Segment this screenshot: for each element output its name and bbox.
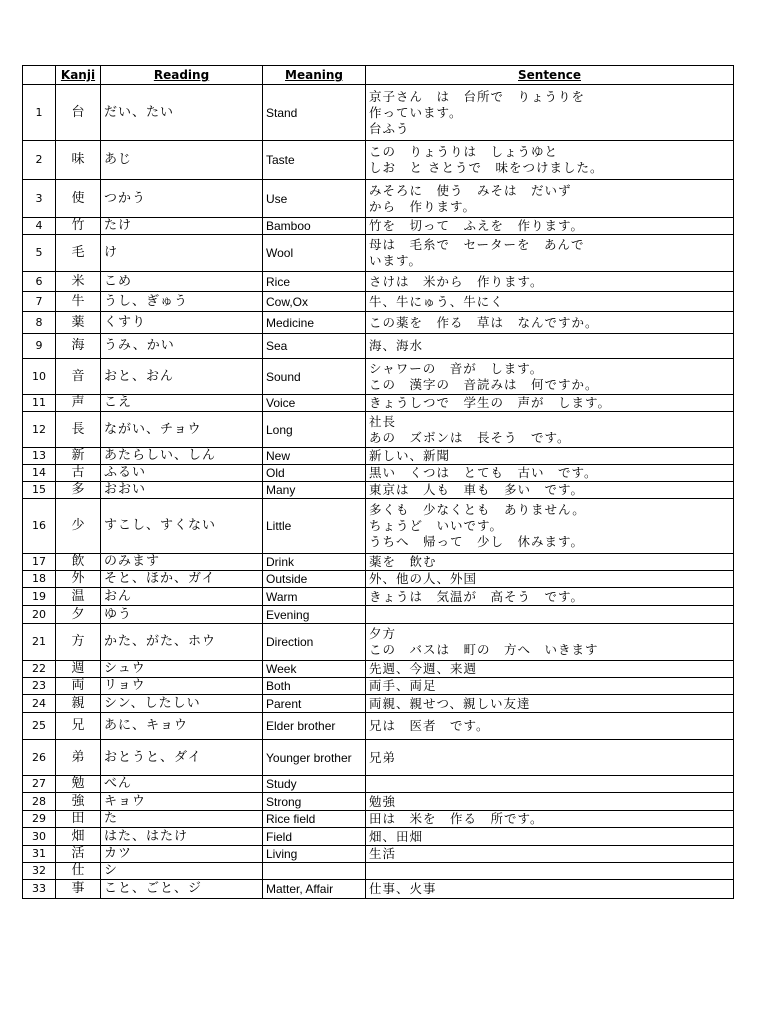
sentence-line: 母は 毛糸で セーターを あんで: [369, 237, 585, 252]
meaning-cell: Direction: [263, 624, 366, 661]
meaning-cell: Field: [263, 828, 366, 846]
row-number: 10: [23, 359, 56, 395]
sentence-cell: [366, 695, 734, 713]
sentence-cell: [366, 554, 734, 571]
row-number: 14: [23, 465, 56, 482]
sentence-cell: [366, 863, 734, 880]
sentence-cell: [366, 624, 734, 661]
reading-cell: はた、はたけ: [101, 828, 263, 846]
sentence-cell: [366, 846, 734, 863]
row-number: 30: [23, 828, 56, 846]
reading-cell: け: [101, 235, 263, 272]
table-row: [23, 359, 734, 395]
row-number: 11: [23, 395, 56, 412]
kanji-cell: 親: [56, 695, 101, 713]
sentence-line: 夕方: [369, 626, 397, 641]
kanji-cell: 週: [56, 661, 101, 678]
row-number: 27: [23, 776, 56, 793]
reading-cell: おおい: [101, 482, 263, 499]
reading-cell: あじ: [101, 141, 263, 180]
reading-cell: つかう: [101, 180, 263, 218]
kanji-cell: 畑: [56, 828, 101, 846]
kanji-cell: 米: [56, 272, 101, 292]
meaning-cell: Outside: [263, 571, 366, 588]
sentence-cell: [366, 235, 734, 272]
meaning-cell: Younger brother: [263, 740, 366, 776]
table-row: [23, 880, 734, 899]
table-row: [23, 292, 734, 312]
kanji-cell: 少: [56, 499, 101, 554]
sentence-line: この薬を 作る 草は なんですか。: [369, 314, 599, 330]
sentence-cell: [366, 571, 734, 588]
table-row: [23, 828, 734, 846]
kanji-cell: 多: [56, 482, 101, 499]
kanji-cell: 音: [56, 359, 101, 395]
sentence-line: 台ふう: [369, 120, 410, 136]
sentence-line: 東京は 人も 車も 多い です。: [369, 482, 585, 497]
kanji-cell: 兄: [56, 713, 101, 740]
meaning-cell: Elder brother: [263, 713, 366, 740]
table-row: [23, 678, 734, 695]
kanji-cell: 味: [56, 141, 101, 180]
sentence-cell: [366, 880, 734, 899]
reading-cell: ゆう: [101, 606, 263, 624]
reading-cell: こめ: [101, 272, 263, 292]
sentence-line: 多くも 少なくとも ありません。: [369, 502, 586, 517]
row-number: 23: [23, 678, 56, 695]
sentence-cell: [366, 448, 734, 465]
row-number: 6: [23, 272, 56, 292]
table-row: [23, 571, 734, 588]
kanji-table: [22, 65, 734, 899]
sentence-line: 生活: [369, 846, 397, 861]
meaning-cell: [263, 863, 366, 880]
reading-cell: シン、したしい: [101, 695, 263, 713]
row-number: 3: [23, 180, 56, 218]
sentence-cell: [366, 811, 734, 828]
meaning-cell: Taste: [263, 141, 366, 180]
table-row: [23, 412, 734, 448]
table-row: [23, 863, 734, 880]
reading-cell: たけ: [101, 218, 263, 235]
header-num: [23, 66, 56, 85]
row-number: 28: [23, 793, 56, 811]
reading-cell: シュウ: [101, 661, 263, 678]
sentence-cell: [366, 180, 734, 218]
row-number: 12: [23, 412, 56, 448]
table-body: [23, 85, 734, 899]
kanji-cell: 声: [56, 395, 101, 412]
reading-cell: あたらしい、しん: [101, 448, 263, 465]
table-row: [23, 793, 734, 811]
header-meaning: Meaning: [263, 66, 366, 85]
table-row: [23, 554, 734, 571]
meaning-cell: Rice field: [263, 811, 366, 828]
meaning-cell: Both: [263, 678, 366, 695]
sentence-line: 薬を 飲む: [369, 554, 437, 569]
reading-cell: シ: [101, 863, 263, 880]
table-row: [23, 235, 734, 272]
kanji-cell: 毛: [56, 235, 101, 272]
table-row: [23, 395, 734, 412]
reading-cell: おん: [101, 588, 263, 606]
meaning-cell: Voice: [263, 395, 366, 412]
kanji-cell: 竹: [56, 218, 101, 235]
reading-cell: こえ: [101, 395, 263, 412]
meaning-cell: Wool: [263, 235, 366, 272]
kanji-cell: 外: [56, 571, 101, 588]
sentence-cell: [366, 482, 734, 499]
sentence-cell: [366, 776, 734, 793]
table-row: [23, 846, 734, 863]
row-number: 13: [23, 448, 56, 465]
kanji-cell: 飲: [56, 554, 101, 571]
sentence-line: 新しい、新聞: [369, 448, 451, 463]
sentence-cell: [366, 661, 734, 678]
table-row: [23, 499, 734, 554]
meaning-cell: Living: [263, 846, 366, 863]
sentence-line: 京子さん は 台所で りょうりを: [369, 88, 586, 104]
kanji-cell: 田: [56, 811, 101, 828]
sentence-cell: [366, 713, 734, 740]
reading-cell: うみ、かい: [101, 334, 263, 359]
sentence-cell: [366, 606, 734, 624]
reading-cell: だい、たい: [101, 85, 263, 141]
table-row: [23, 695, 734, 713]
table-row: [23, 218, 734, 235]
row-number: 19: [23, 588, 56, 606]
kanji-cell: 勉: [56, 776, 101, 793]
sentence-cell: [366, 272, 734, 292]
reading-cell: キョウ: [101, 793, 263, 811]
meaning-cell: Matter, Affair: [263, 880, 366, 899]
table-row: [23, 740, 734, 776]
reading-cell: た: [101, 811, 263, 828]
row-number: 22: [23, 661, 56, 678]
row-number: 7: [23, 292, 56, 312]
meaning-cell: Strong: [263, 793, 366, 811]
table-row: [23, 448, 734, 465]
sentence-line: います。: [369, 253, 423, 268]
meaning-cell: Stand: [263, 85, 366, 141]
reading-cell: こと、ごと、ジ: [101, 880, 263, 899]
table-row: [23, 85, 734, 141]
sentence-line: シャワーの 音が します。: [369, 360, 544, 376]
row-number: 20: [23, 606, 56, 624]
sentence-line: しお と さとうで 味をつけました。: [369, 160, 604, 175]
sentence-line: 竹を 切って ふえを 作ります。: [369, 218, 585, 233]
sentence-line: 両手、両足: [369, 678, 437, 693]
header-reading: Reading: [101, 66, 263, 85]
reading-cell: かた、がた、ホウ: [101, 624, 263, 661]
sentence-line: 黒い くつは とても 古い です。: [369, 465, 598, 480]
meaning-cell: Long: [263, 412, 366, 448]
sentence-cell: [366, 395, 734, 412]
sentence-line: 海、海水: [369, 338, 424, 353]
sentence-line: この りょうりは しょうゆと: [369, 144, 559, 159]
table-row: [23, 465, 734, 482]
kanji-cell: 新: [56, 448, 101, 465]
sentence-line: 外、他の人、外国: [369, 571, 478, 586]
sentence-cell: [366, 678, 734, 695]
table-row: [23, 334, 734, 359]
table-row: [23, 624, 734, 661]
meaning-cell: Week: [263, 661, 366, 678]
table-row: [23, 811, 734, 828]
sentence-line: この バスは 町の 方へ いきます: [369, 642, 599, 657]
sentence-line: 仕事、火事: [369, 881, 437, 896]
sentence-cell: [366, 359, 734, 395]
row-number: 33: [23, 880, 56, 899]
meaning-cell: Sound: [263, 359, 366, 395]
meaning-cell: Sea: [263, 334, 366, 359]
sentence-cell: [366, 793, 734, 811]
reading-cell: のみます: [101, 554, 263, 571]
meaning-cell: Parent: [263, 695, 366, 713]
sentence-line: この 漢字の 音読みは 何ですか。: [369, 376, 599, 392]
meaning-cell: Bamboo: [263, 218, 366, 235]
sentence-cell: [366, 465, 734, 482]
sentence-line: みそろに 使う みそは だいず: [369, 182, 572, 198]
reading-cell: リョウ: [101, 678, 263, 695]
sentence-cell: [366, 499, 734, 554]
row-number: 9: [23, 334, 56, 359]
table-row: [23, 606, 734, 624]
reading-cell: くすり: [101, 312, 263, 334]
header-row: [23, 66, 734, 85]
meaning-cell: Old: [263, 465, 366, 482]
row-number: 21: [23, 624, 56, 661]
sentence-line: 両親、親せつ、親しい友達: [369, 695, 531, 711]
reading-cell: ふるい: [101, 465, 263, 482]
sentence-line: うちへ 帰って 少し 休みます。: [369, 534, 585, 549]
meaning-cell: Drink: [263, 554, 366, 571]
table-row: [23, 713, 734, 740]
kanji-cell: 強: [56, 793, 101, 811]
sentence-line: きょうは 気温が 高そう です。: [369, 588, 585, 604]
sentence-line: 畑、田畑: [369, 828, 424, 844]
sentence-cell: [366, 218, 734, 235]
table-row: [23, 661, 734, 678]
sentence-cell: [366, 292, 734, 312]
row-number: 26: [23, 740, 56, 776]
reading-cell: うし、ぎゅう: [101, 292, 263, 312]
row-number: 18: [23, 571, 56, 588]
meaning-cell: Warm: [263, 588, 366, 606]
kanji-cell: 方: [56, 624, 101, 661]
sentence-cell: [366, 85, 734, 141]
kanji-cell: 牛: [56, 292, 101, 312]
kanji-cell: 弟: [56, 740, 101, 776]
meaning-cell: Study: [263, 776, 366, 793]
kanji-cell: 事: [56, 880, 101, 899]
table-row: [23, 482, 734, 499]
reading-cell: あに、キョウ: [101, 713, 263, 740]
row-number: 5: [23, 235, 56, 272]
sentence-line: 田は 米を 作る 所です。: [369, 811, 544, 826]
row-number: 16: [23, 499, 56, 554]
sentence-line: ちょうど いいです。: [369, 518, 504, 533]
row-number: 24: [23, 695, 56, 713]
kanji-cell: 使: [56, 180, 101, 218]
sentence-line: 勉強: [369, 793, 397, 809]
meaning-cell: Medicine: [263, 312, 366, 334]
sentence-cell: [366, 828, 734, 846]
meaning-cell: Evening: [263, 606, 366, 624]
sentence-line: 先週、今週、来週: [369, 661, 478, 676]
sentence-line: 兄弟: [369, 749, 397, 765]
table-row: [23, 180, 734, 218]
row-number: 1: [23, 85, 56, 141]
reading-cell: カツ: [101, 846, 263, 863]
row-number: 32: [23, 863, 56, 880]
sentence-line: 兄は 医者 です。: [369, 718, 490, 733]
sentence-line: 作っています。: [369, 104, 463, 120]
row-number: 25: [23, 713, 56, 740]
sentence-line: から 作ります。: [369, 198, 477, 214]
reading-cell: べん: [101, 776, 263, 793]
kanji-cell: 夕: [56, 606, 101, 624]
table-row: [23, 776, 734, 793]
sentence-line: 社長: [369, 413, 397, 429]
kanji-cell: 長: [56, 412, 101, 448]
meaning-cell: Many: [263, 482, 366, 499]
row-number: 4: [23, 218, 56, 235]
sentence-cell: [366, 141, 734, 180]
reading-cell: すこし、すくない: [101, 499, 263, 554]
reading-cell: ながい、チョウ: [101, 412, 263, 448]
row-number: 15: [23, 482, 56, 499]
meaning-cell: New: [263, 448, 366, 465]
row-number: 31: [23, 846, 56, 863]
sentence-line: あの ズボンは 長そう です。: [369, 429, 571, 445]
table-row: [23, 312, 734, 334]
kanji-cell: 海: [56, 334, 101, 359]
sentence-cell: [366, 334, 734, 359]
sentence-line: 牛、牛にゅう、牛にく: [369, 293, 504, 309]
kanji-cell: 台: [56, 85, 101, 141]
reading-cell: おと、おん: [101, 359, 263, 395]
meaning-cell: Cow,Ox: [263, 292, 366, 312]
header-kanji: Kanji: [56, 66, 101, 85]
sentence-cell: [366, 312, 734, 334]
row-number: 2: [23, 141, 56, 180]
reading-cell: おとうと、ダイ: [101, 740, 263, 776]
meaning-cell: Use: [263, 180, 366, 218]
sentence-cell: [366, 588, 734, 606]
sentence-cell: [366, 412, 734, 448]
kanji-cell: 薬: [56, 312, 101, 334]
meaning-cell: Rice: [263, 272, 366, 292]
row-number: 17: [23, 554, 56, 571]
table-row: [23, 272, 734, 292]
table-row: [23, 588, 734, 606]
table-row: [23, 141, 734, 180]
row-number: 29: [23, 811, 56, 828]
kanji-cell: 古: [56, 465, 101, 482]
kanji-cell: 両: [56, 678, 101, 695]
sentence-line: きょうしつで 学生の 声が します。: [369, 395, 612, 410]
header-sentence: Sentence: [366, 66, 734, 85]
sentence-line: さけは 米から 作ります。: [369, 273, 544, 289]
meaning-cell: Little: [263, 499, 366, 554]
kanji-cell: 活: [56, 846, 101, 863]
row-number: 8: [23, 312, 56, 334]
kanji-cell: 仕: [56, 863, 101, 880]
kanji-cell: 温: [56, 588, 101, 606]
sentence-cell: [366, 740, 734, 776]
reading-cell: そと、ほか、ガイ: [101, 571, 263, 588]
